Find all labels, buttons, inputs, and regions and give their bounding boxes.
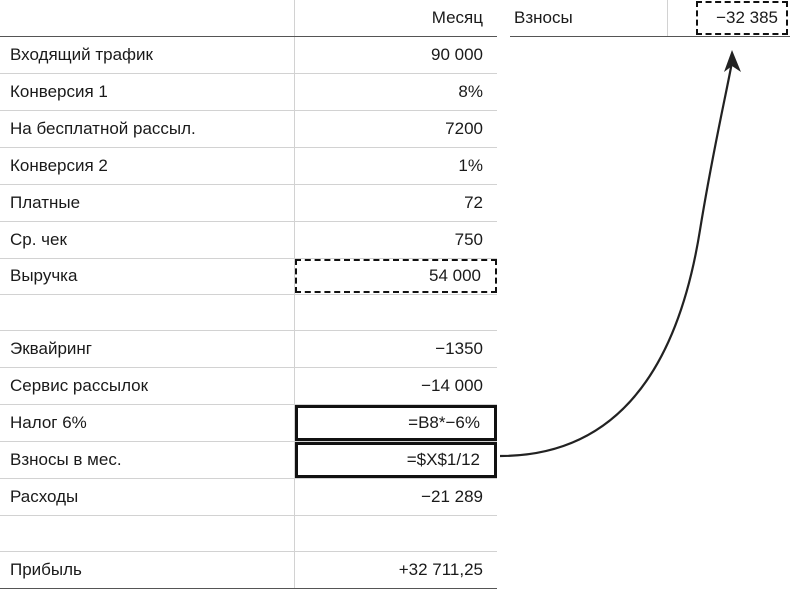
table-row[interactable] bbox=[0, 184, 497, 221]
cell-text: 72 bbox=[464, 192, 483, 212]
row-label bbox=[0, 294, 294, 330]
table-header-label-cell bbox=[0, 0, 294, 36]
curved-arrow-icon bbox=[500, 50, 741, 456]
table-row[interactable] bbox=[0, 110, 497, 147]
cell-text: 8% bbox=[458, 81, 483, 101]
contributions-label: Взносы bbox=[514, 8, 573, 27]
row-label bbox=[0, 515, 294, 551]
table-header-value-cell: Месяц bbox=[294, 0, 497, 36]
row-value[interactable] bbox=[294, 221, 497, 258]
table-row-tax[interactable] bbox=[0, 404, 497, 441]
cell-text: 54 000 bbox=[295, 259, 498, 293]
row-value[interactable] bbox=[294, 551, 497, 588]
table-row-expenses[interactable] bbox=[0, 478, 497, 515]
contributions-box bbox=[510, 0, 790, 37]
row-value-formula[interactable] bbox=[294, 441, 497, 478]
table-row[interactable] bbox=[0, 36, 497, 73]
table-row[interactable] bbox=[0, 221, 497, 258]
table-row-revenue[interactable] bbox=[0, 258, 497, 294]
cell-formula-text: =$X$1/12 bbox=[295, 442, 498, 478]
table-row[interactable] bbox=[0, 330, 497, 367]
table-row-contributions[interactable] bbox=[0, 441, 497, 478]
row-value[interactable] bbox=[294, 367, 497, 404]
row-value-formula[interactable] bbox=[294, 404, 497, 441]
row-label: Расходы bbox=[0, 478, 294, 515]
cell-text: −14 000 bbox=[421, 375, 483, 395]
cell-text: 7200 bbox=[445, 118, 483, 138]
row-label: Конверсия 1 bbox=[0, 73, 294, 110]
contributions-divider bbox=[667, 0, 668, 36]
row-value-highlighted[interactable] bbox=[294, 258, 497, 294]
row-value[interactable] bbox=[294, 36, 497, 73]
row-value[interactable] bbox=[294, 110, 497, 147]
row-label: Выручка bbox=[0, 258, 294, 294]
row-label: Платные bbox=[0, 184, 294, 221]
row-value[interactable] bbox=[294, 330, 497, 367]
row-label: Взносы в мес. bbox=[0, 441, 294, 478]
table-row-profit[interactable] bbox=[0, 551, 497, 588]
table-row-spacer bbox=[0, 515, 497, 551]
row-value bbox=[294, 515, 497, 551]
table-row[interactable] bbox=[0, 367, 497, 404]
row-value[interactable] bbox=[294, 184, 497, 221]
table-row[interactable] bbox=[0, 147, 497, 184]
cell-formula-text: =B8*−6% bbox=[295, 405, 498, 441]
row-value[interactable] bbox=[294, 478, 497, 515]
cell-text: −21 289 bbox=[421, 486, 483, 506]
cell-text: 1% bbox=[458, 155, 483, 175]
cell-text: 750 bbox=[454, 229, 483, 249]
cell-text: −1350 bbox=[435, 338, 483, 358]
row-value[interactable] bbox=[294, 73, 497, 110]
row-label: Прибыль bbox=[0, 551, 294, 588]
row-label: На бесплатной рассыл. bbox=[0, 110, 294, 147]
row-label: Сервис рассылок bbox=[0, 367, 294, 404]
cell-text: +32 711,25 bbox=[398, 559, 483, 579]
table-row[interactable] bbox=[0, 73, 497, 110]
row-label: Конверсия 2 bbox=[0, 147, 294, 184]
table-header-row bbox=[0, 0, 497, 36]
cell-text: 90 000 bbox=[431, 44, 483, 64]
row-value[interactable] bbox=[294, 147, 497, 184]
row-label: Входящий трафик bbox=[0, 36, 294, 73]
row-label: Налог 6% bbox=[0, 404, 294, 441]
row-label: Ср. чек bbox=[0, 221, 294, 258]
row-label: Эквайринг bbox=[0, 330, 294, 367]
table-row-spacer bbox=[0, 294, 497, 330]
contributions-value[interactable]: −32 385 bbox=[696, 1, 788, 35]
row-value bbox=[294, 294, 497, 330]
